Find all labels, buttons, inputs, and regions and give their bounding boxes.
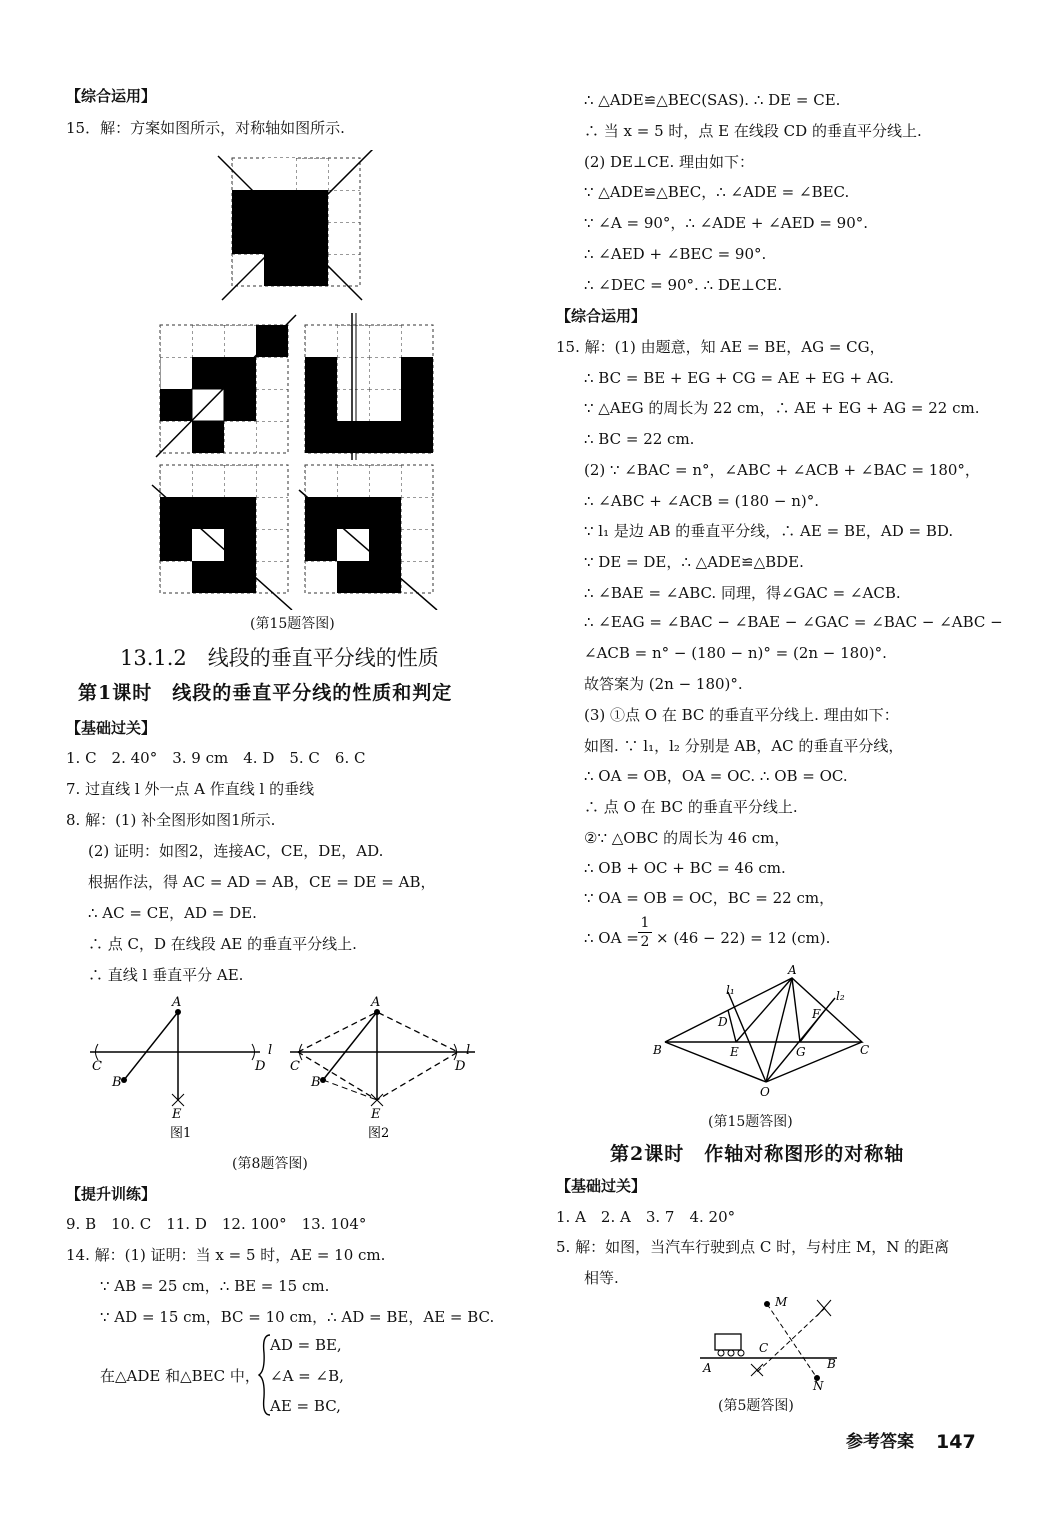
- page-number: 147: [936, 1431, 976, 1453]
- answer-line: ∵ DE = DE，∴ △ADE≌△BDE.: [584, 553, 804, 571]
- label-B: B: [827, 1357, 836, 1371]
- answer-line: 如图. ∵ l₁，l₂ 分别是 AB，AC 的垂直平分线，: [584, 737, 904, 755]
- section-heading: 【综合运用】: [66, 87, 157, 105]
- footer-label: 参考答案: [846, 1432, 914, 1452]
- lesson-title: 第2课时 作轴对称图形的对称轴: [610, 1143, 905, 1165]
- figure-caption: (第15题答图): [708, 1114, 793, 1130]
- answer-line: ∴ OA = OB，OA = OC. ∴ OB = OC.: [584, 767, 848, 785]
- answer-line: ∴ △ADE≌△BEC(SAS). ∴ DE = CE.: [584, 91, 841, 109]
- answer-line: ∠A = ∠B,: [270, 1367, 344, 1385]
- answer-line: 相等.: [584, 1269, 619, 1287]
- answer-line: AD = BE,: [270, 1336, 342, 1354]
- label-B: B: [653, 1043, 662, 1057]
- answer-line: ∴ OB + OC + BC = 46 cm.: [584, 859, 786, 877]
- answer-line: 8. 解：(1) 补全图形如图1所示.: [66, 811, 276, 829]
- answer-line: ∴ ∠EAG = ∠BAC − ∠BAE − ∠GAC = ∠BAC − ∠ABC −: [584, 613, 1003, 631]
- figure-caption: (第8题答图): [232, 1156, 308, 1172]
- figure-15-triangle: [650, 960, 880, 1110]
- figure-8: [80, 990, 490, 1150]
- label-C: C: [860, 1043, 870, 1057]
- label-N: N: [813, 1379, 824, 1390]
- answer-line: 5. 解：如图，当汽车行驶到点 C 时，与村庄 M，N 的距离: [556, 1238, 950, 1256]
- label-D: D: [718, 1015, 728, 1029]
- section-title: 13.1.2 线段的垂直平分线的性质: [120, 646, 439, 670]
- label-G: G: [796, 1045, 806, 1059]
- answer-line: 根据作法，得 AC = AD = AB，CE = DE = AB，: [88, 873, 436, 891]
- answer-line: ∴ AC = CE，AD = DE.: [88, 904, 257, 922]
- answer-line: ∵ AD = 15 cm，BC = 10 cm，∴ AD = BE，AE = BC.: [100, 1308, 495, 1326]
- answer-line: ∴ BC = BE + EG + CG = AE + EG + AG.: [584, 369, 894, 387]
- label-A: A: [788, 963, 797, 977]
- answer-line: ∴ ∠BAE = ∠ABC. 同理，得∠GAC = ∠ACB.: [584, 584, 901, 602]
- figure-5: [695, 1290, 855, 1390]
- answer-line: (2) ∵ ∠BAC = n°，∠ABC + ∠ACB + ∠BAC = 180°，: [584, 461, 980, 479]
- label-C: C: [92, 1059, 102, 1074]
- label-E: E: [172, 1107, 182, 1122]
- answer-line: ∴ 当 x = 5 时，点 E 在线段 CD 的垂直平分线上.: [584, 122, 922, 140]
- label-l2: l₂: [836, 989, 845, 1003]
- label-F: F: [812, 1007, 821, 1021]
- label-E: E: [730, 1045, 739, 1059]
- label-l: l: [268, 1043, 273, 1058]
- answer-line: AE = BC,: [270, 1397, 341, 1415]
- answer-line: ∴ ∠DEC = 90°. ∴ DE⊥CE.: [584, 276, 783, 294]
- answer-line: 9. B 10. C 11. D 12. 100° 13. 104°: [66, 1215, 367, 1233]
- figure-caption: (第15题答图): [250, 616, 335, 632]
- answer-line: ∴ ∠AED + ∠BEC = 90°.: [584, 245, 767, 263]
- answer-line: (3) ①点 O 在 BC 的垂直平分线上. 理由如下：: [584, 706, 899, 724]
- label-B: B: [112, 1075, 122, 1090]
- answer-line: ∴ OA =: [584, 929, 639, 947]
- fig2-label: 图2: [368, 1126, 390, 1141]
- answer-line: ∴ ∠ABC + ∠ACB = (180 − n)°.: [584, 492, 819, 510]
- label-A: A: [371, 995, 381, 1010]
- answer-line: (2) 证明：如图2，连接AC，CE，DE，AD.: [88, 842, 384, 860]
- answer-line: 14. 解：(1) 证明：当 x = 5 时，AE = 10 cm.: [66, 1246, 386, 1264]
- label-l1: l₁: [726, 983, 735, 997]
- label-D: D: [455, 1059, 466, 1074]
- answer-line: 故答案为 (2n − 180)°.: [584, 675, 743, 693]
- answer-line: ∵ △ADE≌△BEC，∴ ∠ADE = ∠BEC.: [584, 183, 850, 201]
- label-A: A: [172, 995, 182, 1010]
- label-C: C: [290, 1059, 300, 1074]
- answer-line: ∵ l₁ 是边 AB 的垂直平分线，∴ AE = BE，AD = BD.: [584, 522, 954, 540]
- answer-line: ②∵ △OBC 的周长为 46 cm，: [584, 829, 790, 847]
- answer-line: ∴ 直线 l 垂直平分 AE.: [88, 966, 244, 984]
- answer-line: ∵ OA = OB = OC，BC = 22 cm，: [584, 889, 835, 907]
- answer-line: 15．解：方案如图所示，对称轴如图所示.: [66, 119, 345, 137]
- section-heading: 【基础过关】: [556, 1177, 647, 1195]
- label-B: B: [311, 1075, 321, 1090]
- figure-caption: (第5题答图): [718, 1398, 794, 1414]
- answer-line: ∴ 点 C，D 在线段 AE 的垂直平分线上.: [88, 935, 357, 953]
- label-l: l: [466, 1043, 471, 1058]
- answer-line: 1. A 2. A 3. 7 4. 20°: [556, 1208, 736, 1226]
- answer-line: (2) DE⊥CE. 理由如下：: [584, 153, 755, 171]
- answer-line: ∴ 点 O 在 BC 的垂直平分线上.: [584, 798, 798, 816]
- fraction-denominator: 2: [638, 932, 652, 951]
- answer-line: 在△ADE 和△BEC 中，: [100, 1367, 260, 1385]
- fraction: [638, 914, 652, 951]
- figure-15-grids: [150, 150, 450, 610]
- answer-line: ∵ △AEG 的周长为 22 cm，∴ AE + EG + AG = 22 cm.: [584, 399, 980, 417]
- answer-line: 1. C 2. 40° 3. 9 cm 4. D 5. C 6. C: [66, 749, 366, 767]
- answer-line: ∵ AB = 25 cm，∴ BE = 15 cm.: [100, 1277, 330, 1295]
- section-heading: 【提升训练】: [66, 1185, 157, 1203]
- answer-line: 15. 解：(1) 由题意，知 AE = BE，AG = CG，: [556, 338, 885, 356]
- label-D: D: [255, 1059, 266, 1074]
- answer-line: ∴ BC = 22 cm.: [584, 430, 695, 448]
- answer-line: ∵ ∠A = 90°，∴ ∠ADE + ∠AED = 90°.: [584, 214, 869, 232]
- section-heading: 【综合运用】: [556, 307, 647, 325]
- label-O: O: [760, 1085, 770, 1099]
- label-A: A: [703, 1361, 712, 1375]
- label-C: C: [759, 1341, 769, 1355]
- label-E: E: [371, 1107, 381, 1122]
- label-M: M: [775, 1295, 788, 1309]
- answer-line: 7. 过直线 l 外一点 A 作直线 l 的垂线: [66, 780, 315, 798]
- answer-line: ∠ACB = n° − (180 − n)° = (2n − 180)°.: [584, 644, 887, 662]
- section-heading: 【基础过关】: [66, 719, 157, 737]
- lesson-title: 第1课时 线段的垂直平分线的性质和判定: [78, 682, 453, 704]
- answer-line: × (46 − 22) = 12 (cm).: [656, 929, 831, 947]
- fraction-numerator: 1: [640, 915, 650, 931]
- fig1-label: 图1: [170, 1126, 192, 1141]
